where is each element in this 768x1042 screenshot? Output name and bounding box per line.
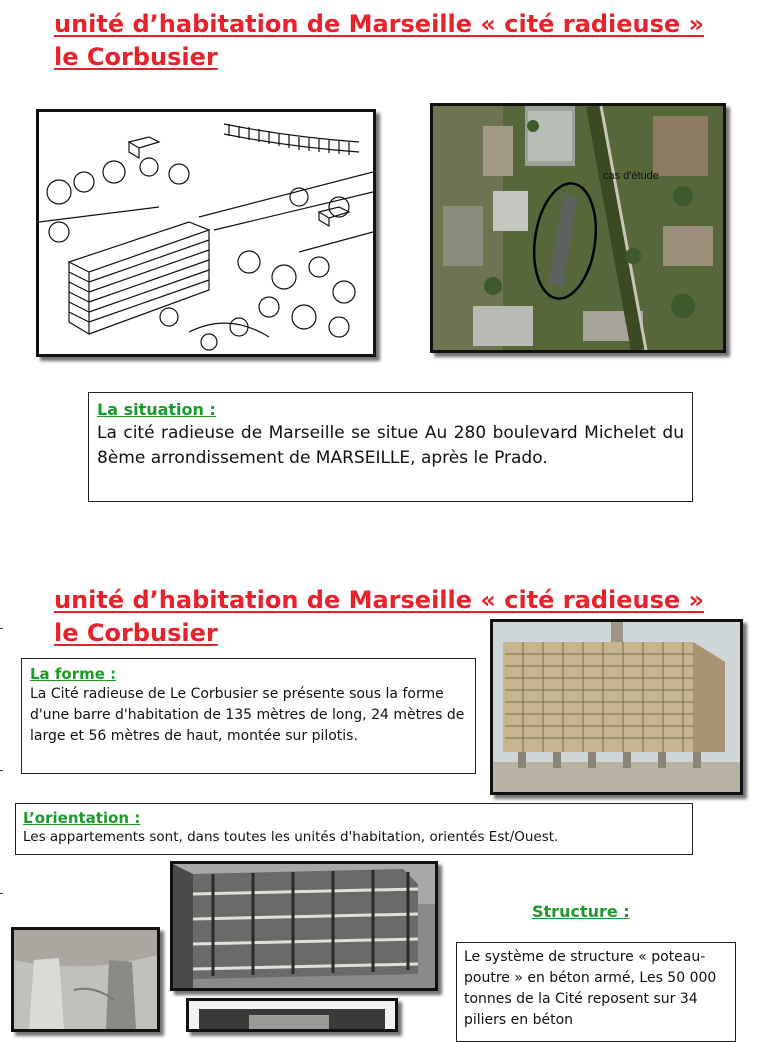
pillar-photo — [11, 927, 160, 1032]
orientation-text: Les appartements sont, dans toutes les unités d'habitation, orientés Est/Ouest. — [23, 829, 559, 845]
margin-tick — [0, 770, 3, 771]
building-image — [493, 622, 740, 792]
structure-heading: Structure : — [532, 902, 630, 921]
title-2-line2: le Corbusier — [54, 619, 218, 647]
page-title-1 — [54, 8, 734, 74]
aerial-map — [430, 103, 726, 353]
margin-tick — [0, 893, 3, 894]
title-1-line2: le Corbusier — [54, 43, 218, 71]
sketch-drawing — [36, 109, 376, 357]
forme-heading: La forme : — [30, 665, 117, 683]
orientation-box — [15, 803, 693, 855]
construction-image — [173, 864, 435, 988]
situation-box — [88, 392, 693, 502]
small-image — [189, 1001, 395, 1029]
title-2-line1: unité d’habitation de Marseille « cité radieuse » — [54, 586, 705, 614]
title-1-line1: unité d’habitation de Marseille « cité radieuse » — [54, 10, 705, 38]
situation-heading: La situation : — [97, 400, 216, 419]
small-photo — [186, 998, 398, 1032]
building-photo — [490, 619, 743, 795]
situation-text: La cité radieuse de Marseille se situe Au 280 boulevard Michelet du 8ème arrondissement de MARSEILLE, après le Prado. — [97, 423, 684, 468]
forme-box — [21, 658, 476, 774]
aerial-image — [433, 106, 723, 350]
forme-text: La Cité radieuse de Le Corbusier se présente sous la forme d'une barre d'habitation de 135 mètres de long, 24 mètres de large et 56 mètres de haut, montée sur pilotis. — [30, 686, 465, 744]
structure-text: Le système de structure « poteau-poutre » en béton armé, Les 50 000 tonnes de la Cité reposent sur 34 piliers en béton — [464, 949, 717, 1028]
sketch-illustration — [39, 112, 373, 354]
construction-photo — [170, 861, 438, 991]
orientation-heading: L’orientation : — [23, 809, 141, 827]
pillar-image — [14, 930, 157, 1029]
structure-box — [456, 942, 736, 1042]
map-label: cas d'étude — [603, 170, 659, 182]
margin-tick — [0, 628, 3, 629]
